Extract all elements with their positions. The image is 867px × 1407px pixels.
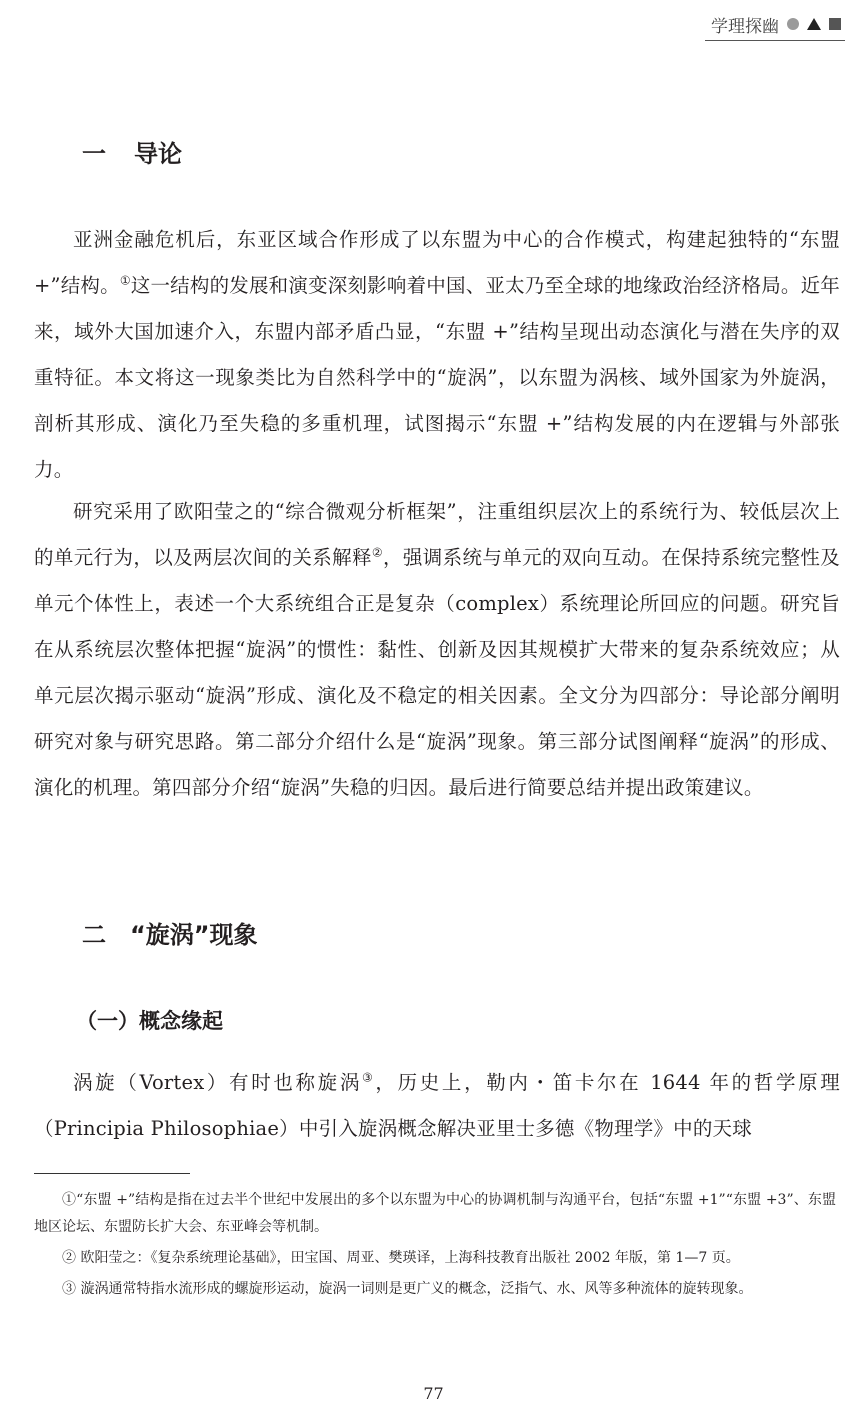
footnote-3: ③ 漩涡通常特指水流形成的螺旋形运动，旋涡一词则是更广义的概念，泛指气、水、风等多种流体的旋转现象。 xyxy=(62,1281,753,1297)
footnote-1: ①“东盟 +”结构是指在过去半个世纪中发展出的多个以东盟为中心的协调机制与沟通平台，包括“东盟 +1”“东盟 +3”、东盟地区论坛、东盟防长扩大会、东亚峰会等机制。 xyxy=(34,1192,836,1235)
subsection-heading: （一）概念缘起 xyxy=(76,1009,223,1033)
footnote-2: ② 欧阳莹之：《复杂系统理论基础》，田宝国、周亚、樊瑛译，上海科技教育出版社 2002 年版，第 1—7 页。 xyxy=(62,1250,740,1266)
paragraph-text: 这一结构的发展和演变深刻影响着中国、亚太乃至全球的地缘政治经济格局。近年来，域外大国加速介入，东盟内部矛盾凸显，“东盟 +”结构呈现出动态演化与潜在失序的双重特征。本文将这一现象类比为自然科学中的“旋涡”，以东盟为涡核、域外国家为外旋涡，剖析其形成、演化乃至失稳的多重机理，试图揭示“东盟 +”结构发展的内在逻辑与外部张力。 xyxy=(34,274,840,481)
square-icon xyxy=(829,18,841,30)
paragraph-text: 涡旋（Vortex）有时也称旋涡 xyxy=(73,1071,362,1094)
section-title: “旋涡”现象 xyxy=(130,921,258,949)
footnote-ref: ③ xyxy=(362,1070,376,1085)
circle-icon xyxy=(787,18,799,30)
section-number: 二 xyxy=(82,921,106,949)
paragraph-1 xyxy=(34,217,840,493)
paragraph-text: ，历史上，勒内・笛卡尔在 1644 年的哲学原理（Principia Philosophiae）中引入旋涡概念解决亚里士多德《物理学》中的天球 xyxy=(34,1071,840,1140)
paragraph-3 xyxy=(34,1060,840,1152)
paragraph-text: ，强调系统与单元的双向互动。在保持系统完整性及单元个体性上，表述一个大系统组合正是复杂（complex）系统理论所回应的问题。研究旨在从系统层次整体把握“旋涡”的惯性：黏性、创新及因其规模扩大带来的复杂系统效应；从单元层次揭示驱动“旋涡”形成、演化及不稳定的相关因素。全文分为四部分：导论部分阐明研究对象与研究思路。第二部分介绍什么是“旋涡”现象。第三部分试图阐释“旋涡”的形成、演化的机理。第四部分介绍“旋涡”失稳的归因。最后进行简要总结并提出政策建议。 xyxy=(34,546,840,799)
footnote-ref: ② xyxy=(371,545,384,560)
paragraph-2 xyxy=(34,489,840,811)
header-title: 学理探幽 xyxy=(711,16,779,37)
triangle-icon xyxy=(807,18,821,30)
footnotes xyxy=(34,1187,836,1307)
section-heading-1 xyxy=(82,134,182,169)
paragraph-text: 亚洲金融危机后，东亚区域合作形成了以东盟为中心的合作模式，构建起独特的“东盟 +”结构。 xyxy=(34,228,840,297)
footnote-ref: ① xyxy=(119,273,131,288)
page-number: 77 xyxy=(423,1384,444,1403)
section-number: 一 xyxy=(82,140,106,168)
paragraph-text: 研究采用了欧阳莹之的“综合微观分析框架”，注重组织层次上的系统行为、较低层次上的单元行为，以及两层次间的关系解释 xyxy=(34,500,840,569)
running-header xyxy=(705,10,845,41)
footnote-divider xyxy=(34,1173,190,1174)
section-title: 导论 xyxy=(134,140,182,168)
section-heading-2 xyxy=(82,915,258,950)
